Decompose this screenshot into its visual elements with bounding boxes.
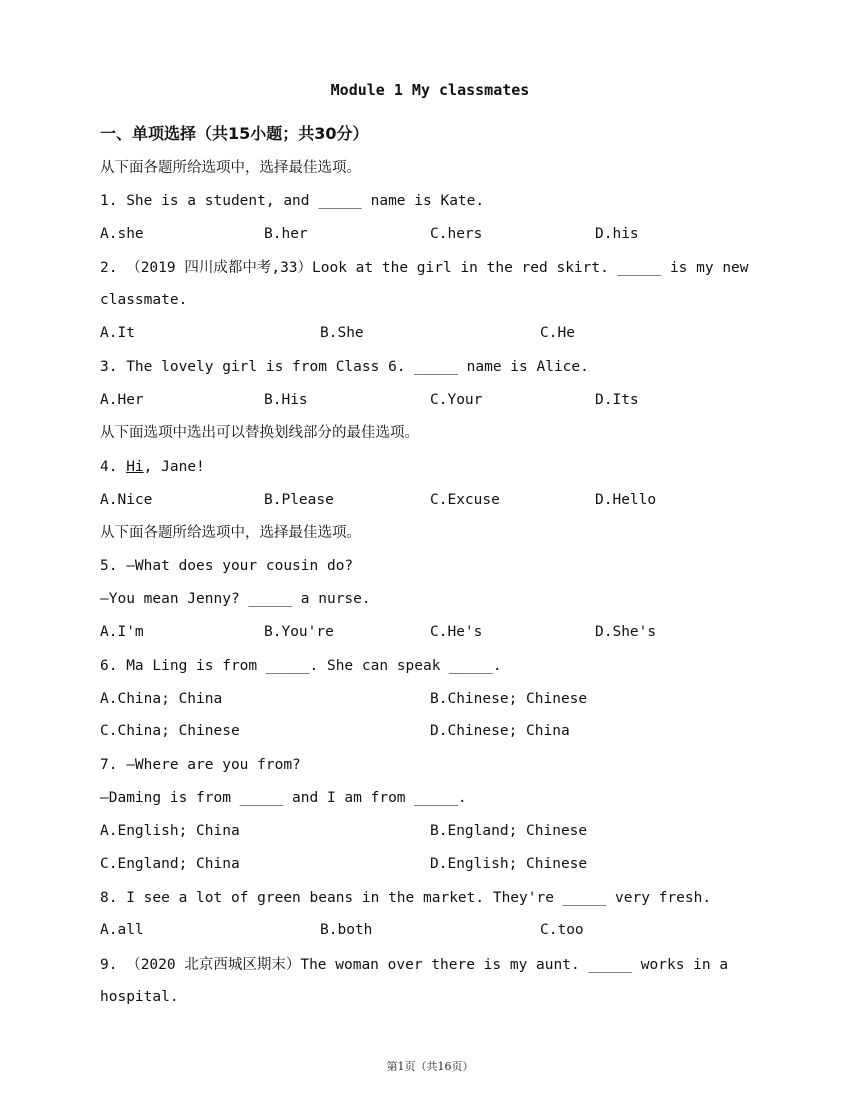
q1-option-d[interactable]: D.his (595, 226, 639, 242)
question-3: 3. The lovely girl is from Class 6. _____ name is Alice. (100, 359, 589, 375)
q1-option-a[interactable]: A.she (100, 226, 144, 242)
q7-option-c[interactable]: C.England; China (100, 856, 240, 872)
question-9: 9. （2020 北京西城区期末）The woman over there is my aunt. _____ works in a (100, 957, 729, 973)
q1-option-b[interactable]: B.her (264, 226, 308, 242)
q6-option-c[interactable]: C.China; Chinese (100, 723, 240, 739)
q2-option-b[interactable]: B.She (320, 325, 364, 341)
question-4 (100, 457, 205, 477)
page-title: Module 1 My classmates (330, 81, 530, 99)
q7-option-b[interactable]: B.England; Chinese (430, 823, 588, 839)
q5-option-a[interactable]: A.I'm (100, 624, 144, 640)
q8-option-c[interactable]: C.too (540, 922, 584, 938)
instruction-1: 从下面各题所给选项中，选择最佳选项。 (100, 160, 361, 176)
q3-option-d[interactable]: D.Its (595, 392, 639, 408)
question-7: 7. —Where are you from? (100, 757, 301, 773)
instruction-2: 从下面选项中选出可以替换划线部分的最佳选项。 (100, 425, 419, 441)
question-5-cont: —You mean Jenny? _____ a nurse. (100, 591, 371, 607)
q6-option-b[interactable]: B.Chinese; Chinese (430, 691, 588, 707)
q5-option-b[interactable]: B.You're (264, 624, 334, 640)
q3-option-a[interactable]: A.Her (100, 392, 144, 408)
question-2: 2. （2019 四川成都中考,33）Look at the girl in the red skirt. _____ is my new (100, 260, 749, 276)
q4-underlined-word: Hi (126, 459, 144, 475)
section-heading: 一、单项选择（共15小题；共30分） (100, 124, 369, 143)
q7-option-a[interactable]: A.English; China (100, 823, 240, 839)
instruction-3: 从下面各题所给选项中，选择最佳选项。 (100, 525, 361, 541)
q8-option-b[interactable]: B.both (320, 922, 373, 938)
question-8: 8. I see a lot of green beans in the market. They're _____ very fresh. (100, 890, 712, 906)
question-6: 6. Ma Ling is from _____. She can speak _____. (100, 658, 502, 674)
q5-option-c[interactable]: C.He's (430, 624, 483, 640)
q8-option-a[interactable]: A.all (100, 922, 144, 938)
q1-option-c[interactable]: C.hers (430, 226, 483, 242)
q4-option-c[interactable]: C.Excuse (430, 492, 500, 508)
q6-option-a[interactable]: A.China; China (100, 691, 223, 707)
question-1: 1. She is a student, and _____ name is Kate. (100, 193, 485, 209)
question-7-cont: —Daming is from _____ and I am from _____. (100, 790, 467, 806)
q6-option-d[interactable]: D.Chinese; China (430, 723, 570, 739)
q2-option-a[interactable]: A.It (100, 325, 135, 341)
q3-option-c[interactable]: C.Your (430, 392, 483, 408)
question-5: 5. —What does your cousin do? (100, 558, 354, 574)
q4-option-a[interactable]: A.Nice (100, 492, 153, 508)
question-9-cont: hospital. (100, 989, 179, 1005)
q4-option-b[interactable]: B.Please (264, 492, 334, 508)
q4-option-d[interactable]: D.Hello (595, 492, 657, 508)
q5-option-d[interactable]: D.She's (595, 624, 657, 640)
q4-number: 4. (100, 459, 127, 475)
question-2-cont: classmate. (100, 292, 188, 308)
q2-option-c[interactable]: C.He (540, 325, 575, 341)
q3-option-b[interactable]: B.His (264, 392, 308, 408)
q7-option-d[interactable]: D.English; Chinese (430, 856, 588, 872)
page-footer: 第1页（共16页） (386, 1060, 474, 1073)
q4-rest: , Jane! (143, 459, 205, 475)
